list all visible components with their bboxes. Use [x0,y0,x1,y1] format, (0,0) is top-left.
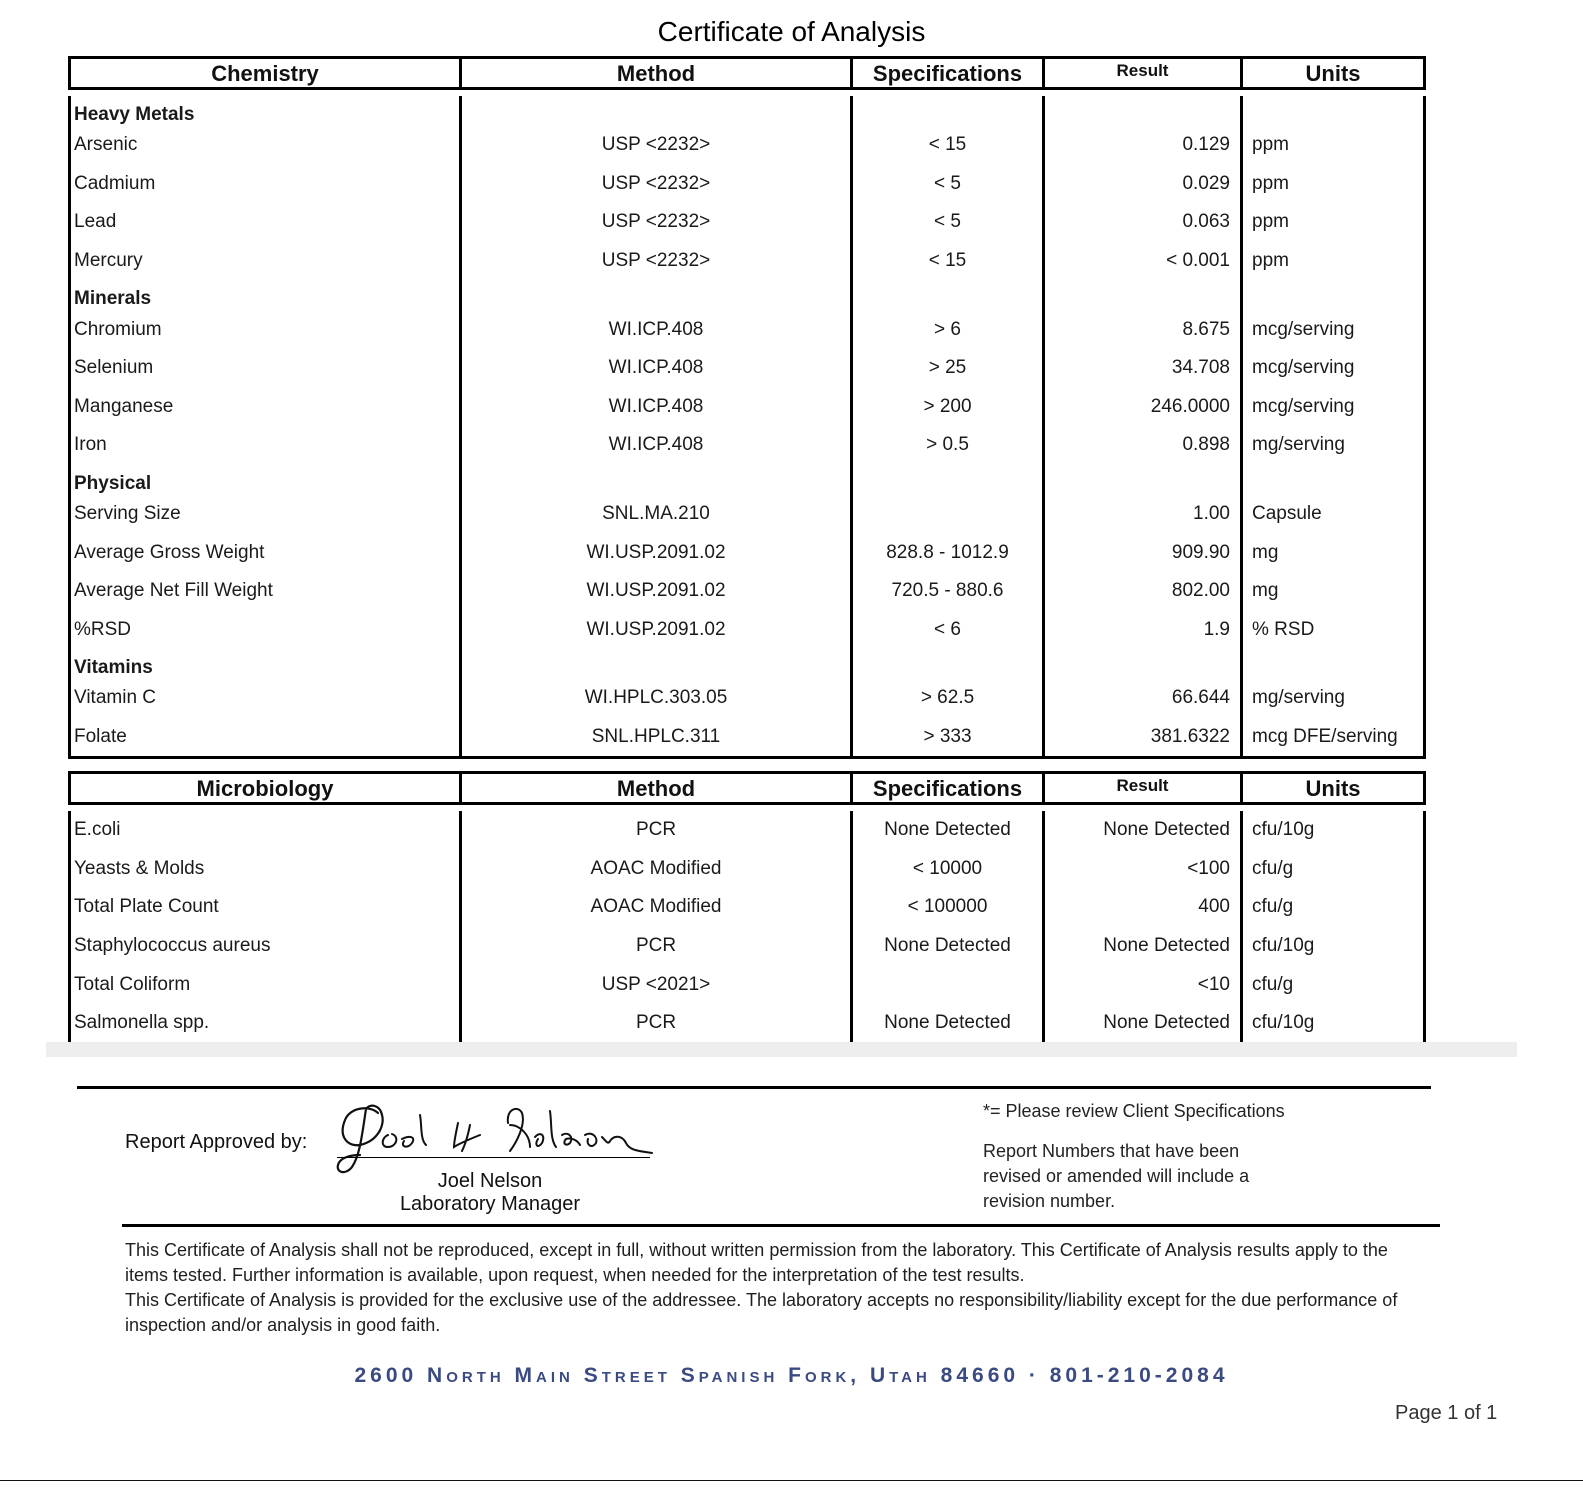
specification-cell: > 200 [850,388,1042,427]
specification-cell: None Detected [850,1004,1042,1046]
specification-cell: > 25 [850,349,1042,388]
chemistry-column-header: Chemistry [68,56,459,90]
method-cell: AOAC Modified [459,850,850,889]
test-name-cell: Yeasts & Molds [68,850,459,889]
method-cell: WI.ICP.408 [459,310,850,349]
table-row [68,718,1426,760]
category-row [68,465,1426,495]
chemistry-table [68,56,1426,759]
method-cell: PCR [459,927,850,966]
empty-cell [1042,649,1240,679]
method-cell: WI.USP.2091.02 [459,611,850,650]
empty-cell [459,280,850,310]
microbiology-header-row [68,771,1426,805]
units-column-header: Units [1240,771,1426,805]
divider-top [77,1086,1431,1089]
specification-cell: < 15 [850,126,1042,165]
method-cell: USP <2232> [459,242,850,281]
empty-cell [1042,280,1240,310]
signer-title: Laboratory Manager [399,1193,581,1215]
result-cell: <100 [1042,850,1240,889]
table-row [68,850,1426,889]
method-cell: WI.USP.2091.02 [459,572,850,611]
units-cell: cfu/g [1240,965,1426,1004]
microbiology-column-header: Microbiology [68,771,459,805]
specification-cell [850,495,1042,534]
units-cell: mcg/serving [1240,310,1426,349]
specification-cell [850,965,1042,1004]
method-cell: WI.ICP.408 [459,426,850,465]
empty-cell [1042,96,1240,126]
units-cell: cfu/g [1240,888,1426,927]
table-row [68,495,1426,534]
units-cell: mg/serving [1240,426,1426,465]
test-name-cell: Folate [68,718,459,760]
result-cell: None Detected [1042,927,1240,966]
test-name-cell: Salmonella spp. [68,1004,459,1046]
test-name-cell: Total Coliform [68,965,459,1004]
specifications-column-header: Specifications [850,56,1042,90]
table-row [68,242,1426,281]
result-cell: 0.063 [1042,203,1240,242]
method-cell: WI.ICP.408 [459,349,850,388]
revision-note: Report Numbers that have been revised or amended will include a revision number. [983,1141,1250,1211]
test-name-cell: Chromium [68,310,459,349]
test-name-cell: Mercury [68,242,459,281]
specification-cell: > 62.5 [850,679,1042,718]
method-cell: USP <2232> [459,165,850,204]
table-row [68,965,1426,1004]
method-column-header: Method [459,56,850,90]
table-row [68,927,1426,966]
method-cell: USP <2021> [459,965,850,1004]
specification-cell: < 10000 [850,850,1042,889]
table-row [68,426,1426,465]
result-cell: 0.898 [1042,426,1240,465]
table-row [68,388,1426,427]
result-cell: 1.00 [1042,495,1240,534]
specification-cell: < 15 [850,242,1042,281]
result-cell: 381.6322 [1042,718,1240,760]
units-cell: ppm [1240,126,1426,165]
signer-name: Joel Nelson [437,1170,543,1192]
specification-cell: 720.5 - 880.6 [850,572,1042,611]
specification-cell: > 6 [850,310,1042,349]
method-cell: WI.HPLC.303.05 [459,679,850,718]
signature-line [337,1157,650,1158]
handwritten-signature [330,1095,660,1180]
result-cell: 0.029 [1042,165,1240,204]
result-cell: 8.675 [1042,310,1240,349]
method-cell: AOAC Modified [459,888,850,927]
specification-cell: < 100000 [850,888,1042,927]
table-row [68,533,1426,572]
specification-cell: > 0.5 [850,426,1042,465]
units-cell: cfu/10g [1240,927,1426,966]
table-row [68,126,1426,165]
disclaimer-paragraph: This Certificate of Analysis is provided for the exclusive use of the addressee. The laboratory accepts no responsibility/liability except for the due performance of inspection and/or analysis in good faith. [125,1290,1398,1335]
specification-cell: 828.8 - 1012.9 [850,533,1042,572]
empty-cell [1240,280,1426,310]
units-cell: mg [1240,533,1426,572]
category-label: Minerals [68,280,459,310]
method-cell: USP <2232> [459,203,850,242]
units-cell: cfu/10g [1240,811,1426,850]
test-name-cell: Cadmium [68,165,459,204]
specification-cell: < 5 [850,165,1042,204]
table-row [68,349,1426,388]
divider-bottom [122,1224,1440,1227]
result-column-header: Result [1042,56,1240,90]
result-column-header: Result [1042,771,1240,805]
table-row [68,310,1426,349]
test-name-cell: Vitamin C [68,679,459,718]
empty-cell [850,649,1042,679]
empty-cell [1240,649,1426,679]
units-cell: ppm [1240,242,1426,281]
table-row [68,1004,1426,1046]
empty-cell [459,649,850,679]
shadow-band [46,1042,1517,1057]
result-cell: None Detected [1042,811,1240,850]
microbiology-table [68,771,1426,1046]
units-cell: Capsule [1240,495,1426,534]
microbiology-table-body [68,805,1426,1046]
method-cell: WI.ICP.408 [459,388,850,427]
units-cell: ppm [1240,203,1426,242]
table-row [68,611,1426,650]
result-cell: 246.0000 [1042,388,1240,427]
empty-cell [459,96,850,126]
test-name-cell: Iron [68,426,459,465]
result-cell: 66.644 [1042,679,1240,718]
specification-cell: < 5 [850,203,1042,242]
empty-cell [850,465,1042,495]
method-cell: PCR [459,811,850,850]
table-row [68,165,1426,204]
units-cell: mg/serving [1240,679,1426,718]
table-row [68,679,1426,718]
empty-cell [850,280,1042,310]
specifications-column-header: Specifications [850,771,1042,805]
result-cell: 34.708 [1042,349,1240,388]
result-cell: 0.129 [1042,126,1240,165]
test-name-cell: Average Net Fill Weight [68,572,459,611]
result-cell: <10 [1042,965,1240,1004]
empty-cell [459,465,850,495]
units-cell: cfu/g [1240,850,1426,889]
specification-cell: None Detected [850,811,1042,850]
result-cell: 802.00 [1042,572,1240,611]
table-row [68,572,1426,611]
category-label: Heavy Metals [68,96,459,126]
approved-by-label: Report Approved by: [125,1131,308,1153]
table-row [68,811,1426,850]
empty-cell [850,96,1042,126]
empty-cell [1240,96,1426,126]
test-name-cell: Manganese [68,388,459,427]
category-label: Physical [68,465,459,495]
category-row [68,96,1426,126]
units-cell: mcg/serving [1240,349,1426,388]
category-label: Vitamins [68,649,459,679]
method-cell: SNL.MA.210 [459,495,850,534]
units-cell: % RSD [1240,611,1426,650]
method-cell: WI.USP.2091.02 [459,533,850,572]
category-row [68,280,1426,310]
client-specs-note: *= Please review Client Specifications [983,1101,1285,1121]
test-name-cell: Arsenic [68,126,459,165]
footer-address: 2600 North Main Street Spanish Fork, Utah 84660 · 801-210-2084 [354,1364,1229,1387]
units-cell: mg [1240,572,1426,611]
result-cell: 1.9 [1042,611,1240,650]
specification-cell: None Detected [850,927,1042,966]
units-cell: mcg/serving [1240,388,1426,427]
disclaimer [125,1238,1425,1338]
empty-cell [1042,465,1240,495]
specification-cell: > 333 [850,718,1042,760]
disclaimer-paragraph: This Certificate of Analysis shall not be reproduced, except in full, without written permission from the laboratory. This Certificate of Analysis results apply to the items tested. Further information is available, upon request, when needed for the interpretation of the test results. [125,1240,1388,1285]
method-cell: SNL.HPLC.311 [459,718,850,760]
test-name-cell: E.coli [68,811,459,850]
empty-cell [1240,465,1426,495]
page-number: Page 1 of 1 [1395,1402,1498,1424]
result-cell: < 0.001 [1042,242,1240,281]
document-title: Certificate of Analysis [657,16,926,47]
result-cell: None Detected [1042,1004,1240,1046]
page-bottom-rule [0,1480,1583,1481]
specification-cell: < 6 [850,611,1042,650]
table-row [68,888,1426,927]
test-name-cell: Total Plate Count [68,888,459,927]
test-name-cell: Staphylococcus aureus [68,927,459,966]
test-name-cell: %RSD [68,611,459,650]
chemistry-table-body [68,90,1426,759]
units-cell: mcg DFE/serving [1240,718,1426,760]
test-name-cell: Lead [68,203,459,242]
units-cell: ppm [1240,165,1426,204]
test-name-cell: Selenium [68,349,459,388]
test-name-cell: Serving Size [68,495,459,534]
test-name-cell: Average Gross Weight [68,533,459,572]
result-cell: 400 [1042,888,1240,927]
units-column-header: Units [1240,56,1426,90]
result-cell: 909.90 [1042,533,1240,572]
chemistry-header-row [68,56,1426,90]
method-column-header: Method [459,771,850,805]
category-row [68,649,1426,679]
table-row [68,203,1426,242]
method-cell: USP <2232> [459,126,850,165]
method-cell: PCR [459,1004,850,1046]
units-cell: cfu/10g [1240,1004,1426,1046]
